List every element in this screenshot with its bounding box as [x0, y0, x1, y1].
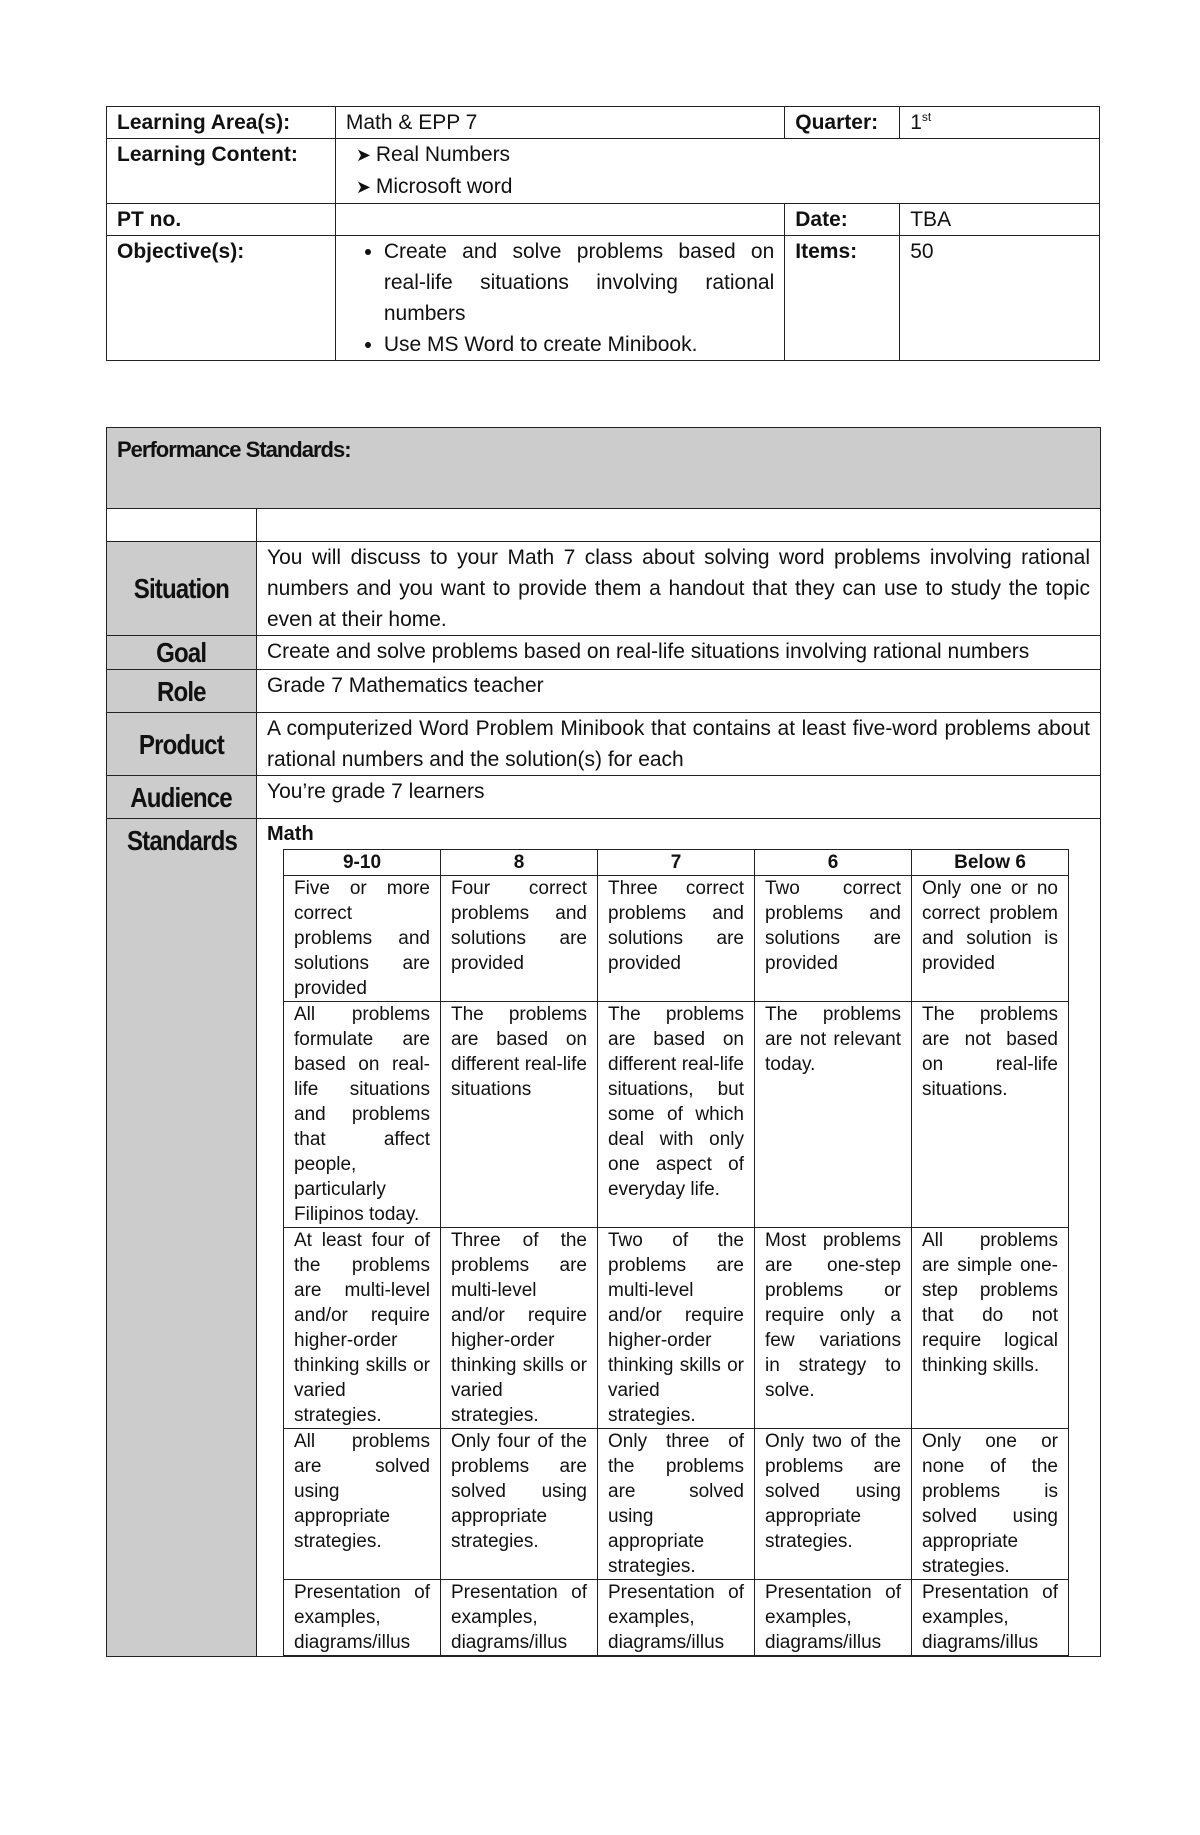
- items-value: 50: [900, 236, 1100, 361]
- rubric-cell: Most problems are one-step problems or require only a few variations in strategy to solve.: [755, 1228, 912, 1429]
- standards-content: [257, 819, 1101, 1657]
- rubric-row: [284, 1429, 1069, 1580]
- goal-label: [107, 636, 257, 670]
- situation-row: [107, 542, 1101, 636]
- performance-standards-row: [107, 428, 1101, 509]
- learning-content-list: [346, 139, 1089, 203]
- standards-label: [107, 819, 257, 1657]
- audience-label: [107, 776, 257, 819]
- rubric-cell: All problems are solved using appropriate strategies.: [284, 1429, 441, 1580]
- spacer-row: [107, 509, 1101, 542]
- info-table: [106, 106, 1100, 361]
- math-label: Math: [267, 823, 314, 845]
- list-item: [346, 171, 1089, 203]
- learning-area-value: Math & EPP 7: [335, 107, 784, 139]
- quarter-number: 1: [910, 111, 922, 134]
- rubric-header: 6: [755, 850, 912, 876]
- objectives-row: [107, 236, 1100, 361]
- objectives-value: [335, 236, 784, 361]
- date-value: TBA: [900, 204, 1100, 236]
- rubric-cell: Only one or no correct problem and solution is provided: [912, 876, 1069, 1002]
- rubric-table: [283, 849, 1069, 1656]
- situation-label: [107, 542, 257, 636]
- quarter-label: Quarter:: [785, 107, 900, 139]
- date-label: Date:: [785, 204, 900, 236]
- role-label-text: Role: [157, 675, 206, 707]
- situation-text: You will discuss to your Math 7 class about solving word problems involving rational numbers and you want to provide them a handout that they can use to study the topic even at their home.: [257, 542, 1101, 636]
- rubric-cell: The problems are not based on real-life situations.: [912, 1002, 1069, 1228]
- goal-text: Create and solve problems based on real-life situations involving rational numbers: [257, 636, 1101, 670]
- rubric-cell: Only four of the problems are solved using appropriate strategies.: [441, 1429, 598, 1580]
- list-item: • Create and solve problems based on real-life situations involving rational numbers: [384, 236, 774, 329]
- rubric-cell: The problems are not relevant today.: [755, 1002, 912, 1228]
- arrow-bullet-icon: ➤: [355, 145, 371, 165]
- rubric-cell: Only two of the problems are solved using appropriate strategies.: [755, 1429, 912, 1580]
- rubric-row: [284, 1002, 1069, 1228]
- rubric-header: 7: [598, 850, 755, 876]
- rubric-cell: Two correct problems and solutions are provided: [755, 876, 912, 1002]
- rubric-cell: Presentation of examples, diagrams/illus: [441, 1580, 598, 1656]
- role-label: [107, 670, 257, 713]
- rubric-cell: At least four of the problems are multi-level and/or require higher-order thinking skills or varied strategies.: [284, 1228, 441, 1429]
- list-item: • Use MS Word to create Minibook.: [384, 329, 774, 360]
- audience-text: You’re grade 7 learners: [257, 776, 1101, 819]
- learning-content-item: Microsoft word: [375, 175, 513, 198]
- rubric-cell: Two of the problems are multi-level and/or require higher-order thinking skills or varied strategies.: [598, 1228, 755, 1429]
- rubric-cell: Five or more correct problems and solutions are provided: [284, 876, 441, 1002]
- situation-label-text: Situation: [133, 573, 230, 604]
- product-text: A computerized Word Problem Minibook that contains at least five-word problems about rational numbers and the solution(s) for each: [257, 713, 1101, 776]
- quarter-suffix: st: [921, 110, 932, 124]
- rubric-cell: Three of the problems are multi-level and/or require higher-order thinking skills or varied strategies.: [441, 1228, 598, 1429]
- audience-label-text: Audience: [130, 781, 233, 813]
- spacer-cell: [257, 509, 1101, 542]
- product-row: [107, 713, 1101, 776]
- rubric-header: 9-10: [284, 850, 441, 876]
- pt-no-value: [335, 204, 784, 236]
- grasps-table: [106, 427, 1101, 1657]
- rubric-cell: Only one or none of the problems is solved using appropriate strategies.: [912, 1429, 1069, 1580]
- rubric-cell: The problems are based on different real-life situations: [441, 1002, 598, 1228]
- rubric-cell: Presentation of examples, diagrams/illus: [598, 1580, 755, 1656]
- goal-label-text: Goal: [156, 637, 207, 668]
- list-item: [346, 139, 1089, 171]
- quarter-value: [900, 107, 1100, 139]
- learning-content-value: [335, 139, 1099, 204]
- pt-no-label: PT no.: [107, 204, 336, 236]
- rubric-row: [284, 876, 1069, 1002]
- arrow-bullet-icon: ➤: [355, 177, 371, 197]
- learning-area-label: Learning Area(s):: [107, 107, 336, 139]
- rubric-cell: All problems formulate are based on real-life situations and problems that affect people, particularly Filipinos today.: [284, 1002, 441, 1228]
- rubric-cell: Presentation of examples, diagrams/illus: [912, 1580, 1069, 1656]
- objectives-label: Objective(s):: [107, 236, 336, 361]
- learning-content-row: [107, 139, 1100, 204]
- pt-row: [107, 204, 1100, 236]
- objectives-list: [346, 236, 774, 360]
- audience-row: [107, 776, 1101, 819]
- learning-content-label: Learning Content:: [107, 139, 336, 204]
- rubric-cell: All problems are simple one-step problems that do not require logical thinking skills.: [912, 1228, 1069, 1429]
- rubric-header: Below 6: [912, 850, 1069, 876]
- rubric-cell: Three correct problems and solutions are provided: [598, 876, 755, 1002]
- standards-row: [107, 819, 1101, 1657]
- role-text: Grade 7 Mathematics teacher: [257, 670, 1101, 713]
- rubric-cell: Four correct problems and solutions are provided: [441, 876, 598, 1002]
- rubric-row: [284, 1580, 1069, 1656]
- rubric-cell: Presentation of examples, diagrams/illus: [284, 1580, 441, 1656]
- role-row: [107, 670, 1101, 713]
- performance-standards-label: Performance Standards:: [107, 428, 1101, 509]
- product-label-text: Product: [139, 728, 224, 760]
- rubric-row: [284, 1228, 1069, 1429]
- learning-area-row: [107, 107, 1100, 139]
- rubric-header-row: [284, 850, 1069, 876]
- learning-content-item: Real Numbers: [375, 143, 511, 166]
- rubric-header: 8: [441, 850, 598, 876]
- rubric-cell: Presentation of examples, diagrams/illus: [755, 1580, 912, 1656]
- spacer-cell: [107, 509, 257, 542]
- standards-label-text: Standards: [126, 825, 237, 856]
- goal-row: [107, 636, 1101, 670]
- product-label: [107, 713, 257, 776]
- items-label: Items:: [785, 236, 900, 361]
- rubric-cell: Only three of the problems are solved using appropriate strategies.: [598, 1429, 755, 1580]
- rubric-cell: The problems are based on different real-life situations, but some of which deal with only one aspect of everyday life.: [598, 1002, 755, 1228]
